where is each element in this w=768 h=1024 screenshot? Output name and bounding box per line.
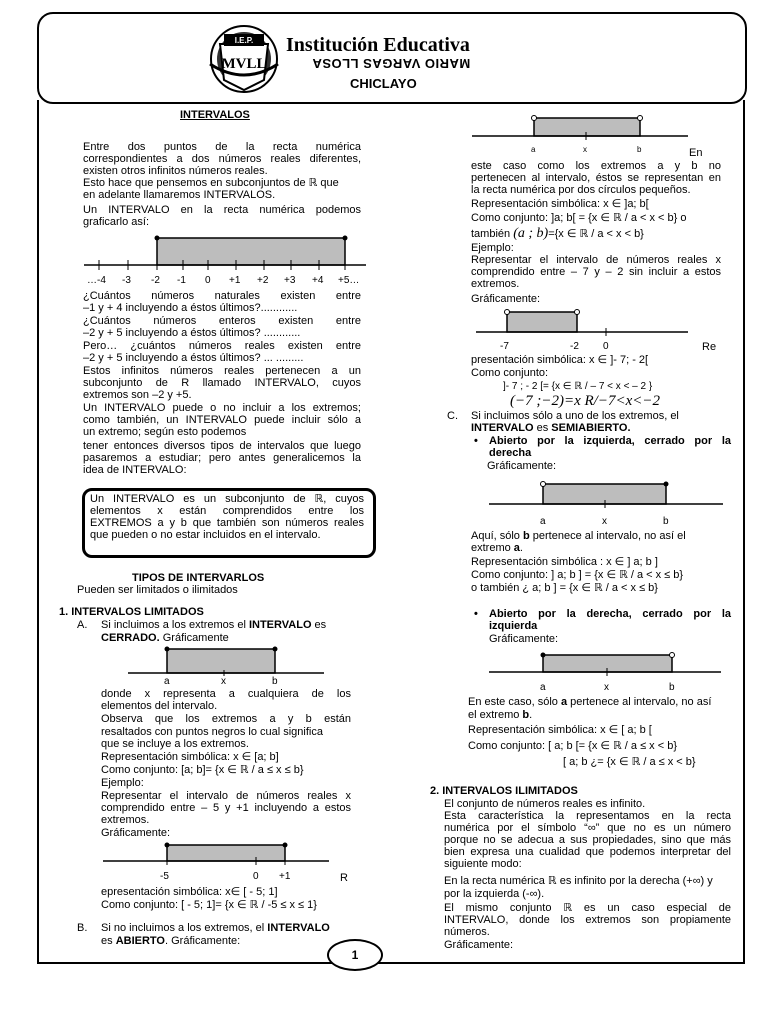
example2-text: extremos. bbox=[471, 278, 520, 290]
tick-label: +1 bbox=[279, 871, 291, 882]
definition-line: elementos x están comprendidos entre los bbox=[90, 505, 364, 517]
item-a-text: Si incluimos a los extremos el INTERVALO es bbox=[101, 619, 327, 631]
definition-line: que pueden o no estar incluidos en el intervalo. bbox=[90, 529, 321, 541]
institution-title: Institución Educativa bbox=[286, 34, 470, 56]
text-en: En bbox=[689, 147, 703, 159]
institution-name-inverted: MARIO VARGAS LLOSA bbox=[312, 56, 471, 71]
tick-label: -3 bbox=[122, 275, 131, 286]
intro-line: Entre dos puntos de la recta numérica bbox=[83, 141, 361, 153]
s2-text: bien expresa una cualidad que podemos interpretar del bbox=[444, 846, 731, 858]
item-a-text2: CERRADO. Gráficamente bbox=[101, 632, 229, 644]
semiopen-left-graph bbox=[489, 478, 729, 528]
question-line: subconjunto de R llamado INTERVALO, cuyos bbox=[83, 377, 361, 389]
section-1-heading: 1. INTERVALOS LIMITADOS bbox=[59, 606, 204, 618]
question-line: un extremo; según esto podemos bbox=[83, 426, 247, 438]
semi1-set: Como conjunto: ] a; b ] = {x ∈ ℝ / a < x ≤ b} bbox=[471, 569, 684, 581]
s2-text: por la izquierda (-∞). bbox=[444, 888, 545, 900]
open-text: Como conjunto: ]a; b[ = {x ∈ ℝ / a < x < b} o bbox=[471, 212, 687, 224]
page-number: 1 bbox=[327, 939, 383, 971]
closed-text: resaltados con puntos negros lo cual significa bbox=[101, 726, 323, 738]
bullet-icon: • bbox=[474, 435, 478, 447]
intro-line: en adelante llamaremos INTERVALOS. bbox=[83, 189, 276, 201]
bullet1-title2: derecha bbox=[489, 447, 532, 459]
closed-text: comprendido entre – 5 y +1 incluyendo a estos bbox=[101, 802, 351, 814]
s2-text: El conjunto de números reales es infinito. bbox=[444, 798, 646, 810]
s2-text: INTERVALO, donde los extremos son propiamente bbox=[444, 914, 731, 926]
axis-label: R bbox=[340, 872, 348, 884]
endpoint-label: b bbox=[272, 676, 278, 687]
item-b-label: B. bbox=[77, 922, 88, 934]
intro-line: Un INTERVALO en la recta numérica podemos bbox=[83, 204, 361, 216]
s2-text: El mismo conjunto ℝ es un caso especial de bbox=[444, 902, 731, 914]
closed-interval-graph bbox=[128, 644, 328, 686]
tick-label: -7 bbox=[500, 341, 509, 352]
closed-text: Gráficamente: bbox=[101, 827, 171, 839]
question-line: tener entonces diversos tipos de intervalos que luego bbox=[83, 440, 361, 452]
s2-text: porque no se adecua a sus propiedades, sino que más bbox=[444, 834, 731, 846]
point-label: x bbox=[583, 145, 587, 154]
question-line: –1 y + 4 incluyendo a éstos últimos?............ bbox=[83, 302, 298, 314]
endpoint-label: a bbox=[164, 676, 170, 687]
tick-label: 0 bbox=[253, 871, 259, 882]
heading-intervalos: INTERVALOS bbox=[180, 109, 250, 121]
types-heading: TIPOS DE INTERVARLOS bbox=[132, 572, 265, 584]
closed-text: Ejemplo: bbox=[101, 777, 144, 789]
closed-text: que se incluye a los extremos. bbox=[101, 738, 249, 750]
open-tambien: también (a ; b)={x ∈ ℝ / a < x < b} bbox=[471, 226, 644, 241]
semi2-symbolic: Representación simbólica: x ∈ [ a; b [ bbox=[468, 724, 652, 736]
semi1-text2: extremo a. bbox=[471, 542, 523, 554]
tick-label: -5 bbox=[160, 871, 169, 882]
tick-label: -2 bbox=[570, 341, 579, 352]
closed-text: elementos del intervalo. bbox=[101, 700, 218, 712]
s2-text: Esta característica la representamos en la recta bbox=[444, 810, 731, 822]
question-line: Un INTERVALO puede o no incluir a los extremos; bbox=[83, 402, 361, 414]
semi2-text2: el extremo b. bbox=[468, 709, 533, 721]
definition-line: Un INTERVALO es un subconjunto de ℝ, cuyos bbox=[90, 493, 364, 505]
example-closed-set: Como conjunto: [ - 5; 1]= {x ∈ ℝ / -5 ≤ x ≤ 1} bbox=[101, 899, 317, 911]
institution-city: CHICLAYO bbox=[350, 76, 417, 91]
number-line-minus2-to-5 bbox=[84, 228, 374, 290]
s2-text: números. bbox=[444, 926, 490, 938]
graficamente-label: Gráficamente: bbox=[489, 633, 559, 645]
closed-text: Como conjunto: [a; b]= {x ∈ ℝ / a ≤ x ≤ b} bbox=[101, 764, 304, 776]
endpoint-label: a bbox=[540, 516, 546, 527]
bullet2-title2: izquierda bbox=[489, 620, 538, 632]
example-open-graph bbox=[476, 306, 726, 354]
s2-text: siguiente modo: bbox=[444, 858, 522, 870]
tick-label: +2 bbox=[257, 275, 269, 286]
item-a-label: A. bbox=[77, 619, 88, 631]
endpoint-label: a bbox=[531, 145, 536, 154]
tick-label: …-4 bbox=[87, 275, 106, 286]
semi1-text: Aquí, sólo b pertenece al intervalo, no así el bbox=[471, 530, 686, 542]
intro-line: existen otros infinitos números reales. bbox=[83, 165, 268, 177]
s2-text: En la recta numérica ℝ es infinito por la derecha (+∞) y bbox=[444, 875, 713, 887]
closed-text: donde x representa a cualquiera de los bbox=[101, 688, 351, 700]
s2-text: Gráficamente: bbox=[444, 939, 514, 951]
question-line: como también, un INTERVALO puede incluir sólo a bbox=[83, 414, 361, 426]
question-line: pasaremos a estudiar; pero antes generalicemos la bbox=[83, 452, 361, 464]
item-c-label: C. bbox=[447, 410, 458, 422]
question-line: idea de INTERVALO: bbox=[83, 464, 187, 476]
open-interval-graph bbox=[472, 112, 702, 158]
open-text: pertenecen al intervalo, éstos se representan en bbox=[471, 172, 721, 184]
closed-text: Observa que los extremos a y b están bbox=[101, 713, 351, 725]
example2-set: ]- 7 ; - 2 [= {x ∈ ℝ / – 7 < x < – 2 } bbox=[503, 381, 653, 392]
crest-letters: MVLL bbox=[221, 56, 267, 72]
example2-set-label: Como conjunto: bbox=[471, 367, 549, 379]
tick-label: +4 bbox=[312, 275, 324, 286]
school-crest-icon bbox=[206, 24, 282, 94]
example2-formula: (−7 ;−2)=x R/−7<x<−2 bbox=[510, 393, 660, 409]
question-line: ¿Cuántos números naturales existen entre bbox=[83, 290, 361, 302]
example2-text: Gráficamente: bbox=[471, 293, 541, 305]
question-line: Pero… ¿cuántos números reales existen entre bbox=[83, 340, 361, 352]
item-b-text: Si no incluimos a los extremos, el INTERVALO bbox=[101, 922, 330, 934]
intro-line: Esto hace que pensemos en subconjuntos de ℝ que bbox=[83, 177, 339, 189]
open-text: este caso como los extremos a y b no bbox=[471, 160, 721, 172]
point-label: x bbox=[602, 516, 607, 527]
intro-line: graficarlo así: bbox=[83, 216, 150, 228]
definition-line: EXTREMOS a y b que también son números reales bbox=[90, 517, 364, 529]
example2-symbolic: presentación simbólica: x ∈ ]- 7; - 2[ bbox=[471, 354, 649, 366]
tick-label: +3 bbox=[284, 275, 296, 286]
tick-label: -2 bbox=[151, 275, 160, 286]
closed-text: extremos. bbox=[101, 814, 150, 826]
question-line: extremos son –2 y +5. bbox=[83, 389, 192, 401]
bullet-icon: • bbox=[474, 608, 478, 620]
section-2-heading: 2. INTERVALOS ILIMITADOS bbox=[430, 785, 578, 797]
example2-text: Representar el intervalo de números reales x bbox=[471, 254, 721, 266]
semiopen-right-graph bbox=[489, 650, 729, 698]
s2-text: numérica por el símbolo “∞” que no es un número bbox=[444, 822, 731, 834]
tick-label: -1 bbox=[177, 275, 186, 286]
graficamente-label: Gráficamente: bbox=[487, 460, 557, 472]
bullet1-title: Abierto por la izquierda, cerrado por la bbox=[489, 435, 731, 447]
tick-label: +5… bbox=[338, 275, 360, 286]
semi2-also: [ a; b ¿= {x ∈ ℝ / a ≤ x < b} bbox=[563, 756, 696, 768]
endpoint-label: b bbox=[669, 682, 675, 693]
endpoint-label: b bbox=[663, 516, 669, 527]
closed-text: Representación simbólica: x ∈ [a; b] bbox=[101, 751, 279, 763]
semi2-text: En este caso, sólo a pertenece al intervalo, no así bbox=[468, 696, 712, 708]
item-c-text2: INTERVALO es SEMIABIERTO. bbox=[471, 422, 631, 434]
question-line: –2 y + 5 incluyendo a éstos últimos? ............ bbox=[83, 327, 301, 339]
item-b-text2: es ABIERTO. Gráficamente: bbox=[101, 935, 241, 947]
question-line: ¿Cuántos números enteros existen entre bbox=[83, 315, 361, 327]
endpoint-label: b bbox=[637, 145, 642, 154]
closed-text: Representar el intervalo de números reales x bbox=[101, 790, 351, 802]
bullet2-title: Abierto por la derecha, cerrado por la bbox=[489, 608, 731, 620]
axis-label: Re bbox=[702, 341, 717, 353]
intro-line: correspondientes a dos números reales diferentes, bbox=[83, 153, 361, 165]
semi1-also: o también ¿ a; b ] = {x ∈ ℝ / a < x ≤ b} bbox=[471, 582, 658, 594]
point-label: x bbox=[221, 676, 226, 687]
tick-label: +1 bbox=[229, 275, 241, 286]
item-c-text: Si incluimos sólo a uno de los extremos, el bbox=[471, 410, 679, 422]
open-text: la recta numérica por dos círculos pequeños. bbox=[471, 184, 691, 196]
tick-label: 0 bbox=[603, 341, 609, 352]
point-label: x bbox=[604, 682, 609, 693]
semi1-symbolic: Representación simbólica : x ∈ ] a; b ] bbox=[471, 556, 658, 568]
question-line: –2 y + 5 incluyendo a éstos últimos? ... ......... bbox=[83, 352, 304, 364]
example-closed-symbolic: epresentación simbólica: x∈ [ - 5; 1] bbox=[101, 886, 278, 898]
example-closed-graph bbox=[103, 838, 353, 886]
endpoint-label: a bbox=[540, 682, 546, 693]
question-line: Estos infinitos números reales pertenecen a un bbox=[83, 365, 361, 377]
semi2-set: Como conjunto: [ a; b [= {x ∈ ℝ / a ≤ x < b} bbox=[468, 740, 677, 752]
example2-text: Ejemplo: bbox=[471, 242, 514, 254]
example2-text: comprendido entre – 7 y – 2 sin incluir a estos bbox=[471, 266, 721, 278]
tick-label: 0 bbox=[205, 275, 211, 286]
types-subtitle: Pueden ser limitados o ilimitados bbox=[77, 584, 238, 596]
crest-top-text: I.E.P. bbox=[234, 36, 254, 45]
open-text: Representación simbólica: x ∈ ]a; b[ bbox=[471, 198, 649, 210]
